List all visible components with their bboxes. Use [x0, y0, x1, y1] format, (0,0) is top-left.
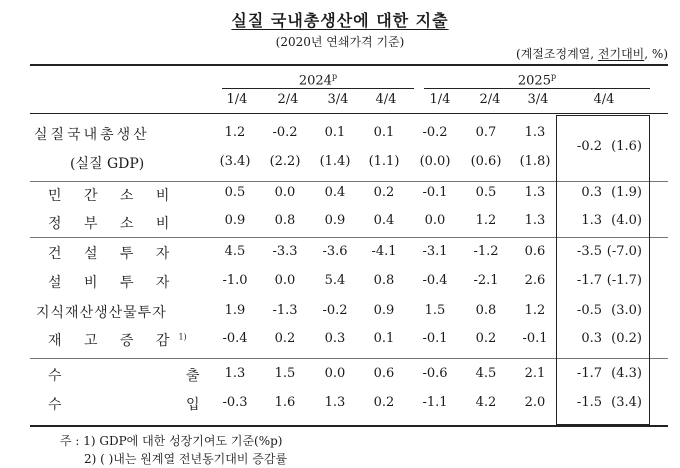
- latest-quarter-yoy: (4.3): [611, 366, 642, 381]
- table-cell: 1.3: [524, 185, 546, 200]
- table-cell: 0.9: [224, 213, 246, 228]
- table-cell: -0.1: [522, 331, 548, 346]
- table-cell: -0.6: [422, 366, 448, 381]
- table-cell: 5.4: [324, 273, 346, 288]
- table-cell: -0.1: [422, 185, 448, 200]
- table-cell: 1.3: [524, 213, 546, 228]
- table-cell: 1.3: [224, 366, 246, 381]
- table-cell: 0.0: [324, 366, 346, 381]
- row-label-private-consumption: 민 간 소 비: [48, 188, 179, 204]
- table-subtitle: (2020년 연쇄가격 기준): [275, 35, 405, 49]
- table-cell: 0.3: [324, 331, 346, 346]
- table-cell: -1.3: [272, 303, 298, 318]
- quarter-header: 3/4: [527, 92, 549, 107]
- table-cell: 2.1: [524, 366, 546, 381]
- latest-quarter-yoy: (1.6): [611, 139, 642, 154]
- latest-quarter-value: 1.3: [581, 213, 602, 228]
- table-cell: 4.5: [224, 244, 246, 259]
- table-cell: 0.7: [475, 125, 497, 140]
- footnote-2: 2) ( )내는 원계열 전년동기대비 증감률: [84, 452, 288, 466]
- table-cell: 0.2: [373, 185, 395, 200]
- table-cell: 0.2: [274, 331, 296, 346]
- table-cell: -2.1: [473, 273, 499, 288]
- latest-quarter-value: 0.3: [581, 331, 602, 346]
- latest-quarter-yoy: (4.0): [611, 213, 642, 228]
- table-cell: 0.6: [524, 244, 546, 259]
- table-cell: 0.8: [373, 273, 395, 288]
- quarter-header: 4/4: [375, 92, 397, 107]
- quarter-header: 4/4: [593, 92, 615, 107]
- table-cell: 0.9: [324, 213, 346, 228]
- table-cell: 0.9: [373, 303, 395, 318]
- table-cell: -3.6: [322, 244, 348, 259]
- table-cell: 1.3: [324, 395, 346, 410]
- table-cell: (2.2): [269, 154, 301, 169]
- table-cell: 0.4: [373, 213, 395, 228]
- row-label-exports: 수 출: [48, 368, 200, 384]
- table-cell: 4.2: [475, 395, 497, 410]
- quarter-header: 1/4: [226, 92, 248, 107]
- latest-quarter-value: 0.3: [581, 185, 602, 200]
- year-2024-header: 2024$^p$: [298, 72, 338, 89]
- year-2025-header: 2025$^p$: [517, 72, 557, 89]
- table-cell: 0.5: [224, 185, 246, 200]
- table-title: 실질 국내총생산에 대한 지출: [231, 11, 449, 30]
- quarter-header: 3/4: [327, 92, 349, 107]
- table-cell: -0.2: [322, 303, 348, 318]
- table-cell: 2.6: [524, 273, 546, 288]
- top-rule: [30, 64, 668, 66]
- table-cell: 0.5: [475, 185, 497, 200]
- table-cell: -0.2: [272, 125, 298, 140]
- row-label-gdp: 실질국내총생산: [34, 127, 150, 143]
- row-label-government-consumption: 정 부 소 비: [48, 216, 179, 232]
- table-cell: 1.5: [274, 366, 296, 381]
- latest-quarter-yoy: (0.2): [611, 331, 642, 346]
- latest-quarter-yoy: (-1.7): [606, 273, 642, 288]
- table-cell: (1.4): [319, 154, 351, 169]
- table-cell: 2.0: [524, 395, 546, 410]
- table-cell: 0.0: [274, 273, 296, 288]
- bottom-rule: [30, 425, 668, 427]
- table-cell: 0.6: [373, 366, 395, 381]
- latest-quarter-value: -3.5: [576, 244, 602, 259]
- table-cell: -1.1: [422, 395, 448, 410]
- table-cell: -0.4: [422, 273, 448, 288]
- latest-quarter-value: -1.7: [576, 273, 602, 288]
- latest-quarter-yoy: (1.9): [611, 185, 642, 200]
- unit-note: (계절조정계열, 전기대비, %): [516, 47, 668, 61]
- table-cell: -0.2: [422, 125, 448, 140]
- latest-quarter-yoy: (3.4): [611, 395, 642, 410]
- latest-quarter-value: -1.5: [576, 395, 602, 410]
- table-cell: 0.8: [475, 303, 497, 318]
- table-cell: 0.2: [373, 395, 395, 410]
- latest-quarter-value: -1.7: [576, 366, 602, 381]
- footnote-1: 주 : 1) GDP에 대한 성장기여도 기준(%p): [60, 434, 283, 448]
- table-cell: -0.3: [222, 395, 248, 410]
- latest-quarter-yoy: (3.0): [611, 303, 642, 318]
- table-cell: -4.1: [371, 244, 397, 259]
- table-cell: -3.1: [422, 244, 448, 259]
- quarter-header: 1/4: [429, 92, 451, 107]
- quarter-header: 2/4: [277, 92, 299, 107]
- table-cell: 1.5: [424, 303, 446, 318]
- row-label-facility-investment: 설 비 투 자: [48, 275, 179, 291]
- table-cell: (1.8): [519, 154, 551, 169]
- table-cell: 0.1: [324, 125, 346, 140]
- table-cell: 0.8: [274, 213, 296, 228]
- row-label-inventory-change: 재 고 증 감$^{1)}$: [48, 332, 187, 349]
- table-cell: (1.1): [368, 154, 400, 169]
- row-label-gdp-sub: (실질 GDP): [70, 156, 145, 172]
- table-cell: 1.6: [274, 395, 296, 410]
- table-cell: 0.1: [373, 331, 395, 346]
- table-cell: (3.4): [219, 154, 251, 169]
- table-cell: -1.2: [473, 244, 499, 259]
- table-cell: 1.3: [524, 125, 546, 140]
- row-label-ip-investment: 지식재산생산물투자: [36, 305, 167, 321]
- table-cell: 1.9: [224, 303, 246, 318]
- table-cell: 1.2: [224, 125, 246, 140]
- table-cell: (0.0): [419, 154, 451, 169]
- quarter-header: 2/4: [479, 92, 501, 107]
- table-cell: -0.4: [222, 331, 248, 346]
- table-cell: -1.0: [222, 273, 248, 288]
- row-label-imports: 수 입: [48, 397, 200, 413]
- table-cell: 0.1: [373, 125, 395, 140]
- table-cell: 4.5: [475, 366, 497, 381]
- row-label-construction-investment: 건 설 투 자: [48, 246, 179, 262]
- table-cell: 1.2: [524, 303, 546, 318]
- table-cell: 1.2: [475, 213, 497, 228]
- table-cell: -3.3: [272, 244, 298, 259]
- header-rule: [30, 113, 668, 114]
- latest-quarter-yoy: (-7.0): [606, 244, 642, 259]
- latest-quarter-value: -0.2: [576, 139, 602, 154]
- table-cell: 0.2: [475, 331, 497, 346]
- table-cell: -0.1: [422, 331, 448, 346]
- table-cell: (0.6): [470, 154, 502, 169]
- table-cell: 0.0: [424, 213, 446, 228]
- latest-quarter-value: -0.5: [576, 303, 602, 318]
- table-cell: 0.4: [324, 185, 346, 200]
- table-cell: 0.0: [274, 185, 296, 200]
